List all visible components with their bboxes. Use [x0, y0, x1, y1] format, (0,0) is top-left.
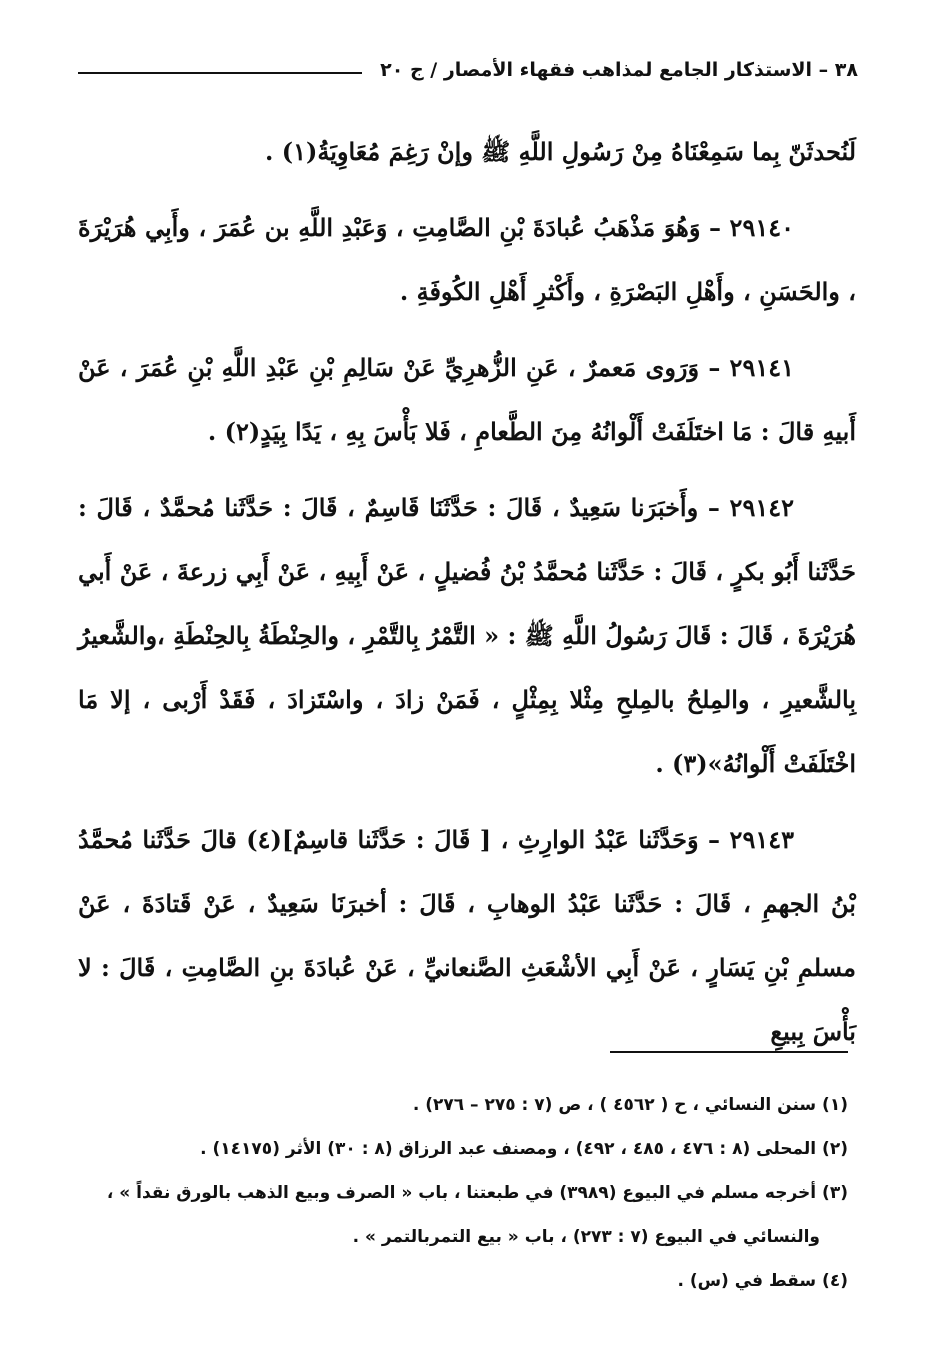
- header-rule: [78, 72, 362, 74]
- page-header: [78, 52, 858, 88]
- footnote-2: (٢) المحلى (٨ : ٤٧٦ ، ٤٨٥ ، ٤٩٢) ، ومصنف عبد الرزاق (٨ : ٣٠) الأثر (١٤١٧٥) .: [200, 1139, 848, 1159]
- paragraph-29140: ٢٩١٤٠ – وَهُوَ مَذْهَبُ عُبادَةَ بْنِ الصَّامِتِ ، وَعَبْدِ اللَّهِ بن عُمَرَ ، وأَبِي هُرَيْرَةَ ، والحَسَنِ ، وأَهْلِ البَصْرَةِ ، وأَكْثرِ أَهْلِ الكُوفَةِ .: [78, 213, 856, 306]
- paragraph-29141: ٢٩١٤١ – وَرَوى مَعمرٌ ، عَنِ الزُّهرِيِّ عَنْ سَالِمِ بْنِ عَبْدِ اللَّهِ بْنِ عُمَرَ ، عَنْ أَبيهِ قالَ : مَا اختَلَفَتْ أَلْوانُهُ مِنَ الطَّعامِ ، فَلا بَأْسَ بِهِ ، يَدًا بِيَدٍ(٢) .: [78, 353, 856, 446]
- footnotes: [78, 1083, 848, 1303]
- footnote-3-continued: والنسائي في البيوع (٧ : ٢٧٣) ، باب « بيع التمربالتمر » .: [352, 1227, 820, 1247]
- paragraph-29142: ٢٩١٤٢ – وأَخبَرَنا سَعِيدٌ ، قَالَ : حَدَّثَنَا قَاسِمٌ ، قَالَ : حَدَّثَنا مُحمَّدٌ ، قَالَ : حَدَّثَنا أَبُو بكرٍ ، قَالَ : حَدَّثَنا مُحمَّدُ بْنُ فُضيلٍ ، عَنْ أَبِيهِ ، عَنْ أَبِي زرعةَ ، عَنْ أَبي هُرَيْرَةَ ، قَالَ : قَالَ رَسُولُ اللَّهِ ﷺ : « التَّمْرُ بِالتَّمْرِ ، والحِنْطَةُ بِالحِنْطَةِ ،والشَّعيرُ بِالشَّعيرِ ، والمِلحُ بالمِلحِ مِثْلا بِمِثْلٍ ، فَمَنْ زادَ ، واسْتَزادَ ، فَقَدْ أَرْبى ، إلا مَا اخْتَلَفَتْ أَلْوانُهُ»(٣) .: [78, 493, 856, 778]
- footnote-3: (٣) أخرجه مسلم في البيوع (٣٩٨٩) في طبعتنا ، باب « الصرف وبيع الذهب بالورق نقداً » ،: [106, 1183, 848, 1203]
- footnote-4: (٤) سقط في (س) .: [677, 1271, 848, 1291]
- paragraph-29143: ٢٩١٤٣ – وَحَدَّثَنا عَبْدُ الوارِثِ ، [ قَالَ : حَدَّثَنا قاسِمٌ](٤) قالَ حَدَّثَنا مُحمَّدُ بْنُ الجهمِ ، قَالَ : حَدَّثَنا عَبْدُ الوهابِ ، قَالَ : أخبرَنَا سَعِيدٌ ، عَنْ قَتادَةَ ، عَنْ مسلمِ بْنِ يَسَارٍ ، عَنْ أَبِي الأشْعَثِ الصَّنعانيِّ ، عَنْ عُبادَةَ بنِ الصَّامِتِ ، قَالَ : لا بَأْسَ بِبيعِ: [78, 825, 856, 1046]
- main-text: [78, 120, 856, 1076]
- paragraph-continuation: لَنُحدثَنّ بِما سَمِعْنَاهُ مِنْ رَسُولِ اللَّهِ ﷺ وإنْ رَغِمَ مُعَاوِيَةُ(١) .: [265, 137, 856, 166]
- footnote-1: (١) سنن النسائي ، ح ( ٤٥٦٢ ) ، ص (٧ : ٢٧٥ – ٢٧٦) .: [412, 1095, 848, 1115]
- footnote-separator: [610, 1051, 848, 1053]
- running-title: ٣٨ – الاستذكار الجامع لمذاهب فقهاء الأمصار / ج ٢٠: [380, 59, 858, 81]
